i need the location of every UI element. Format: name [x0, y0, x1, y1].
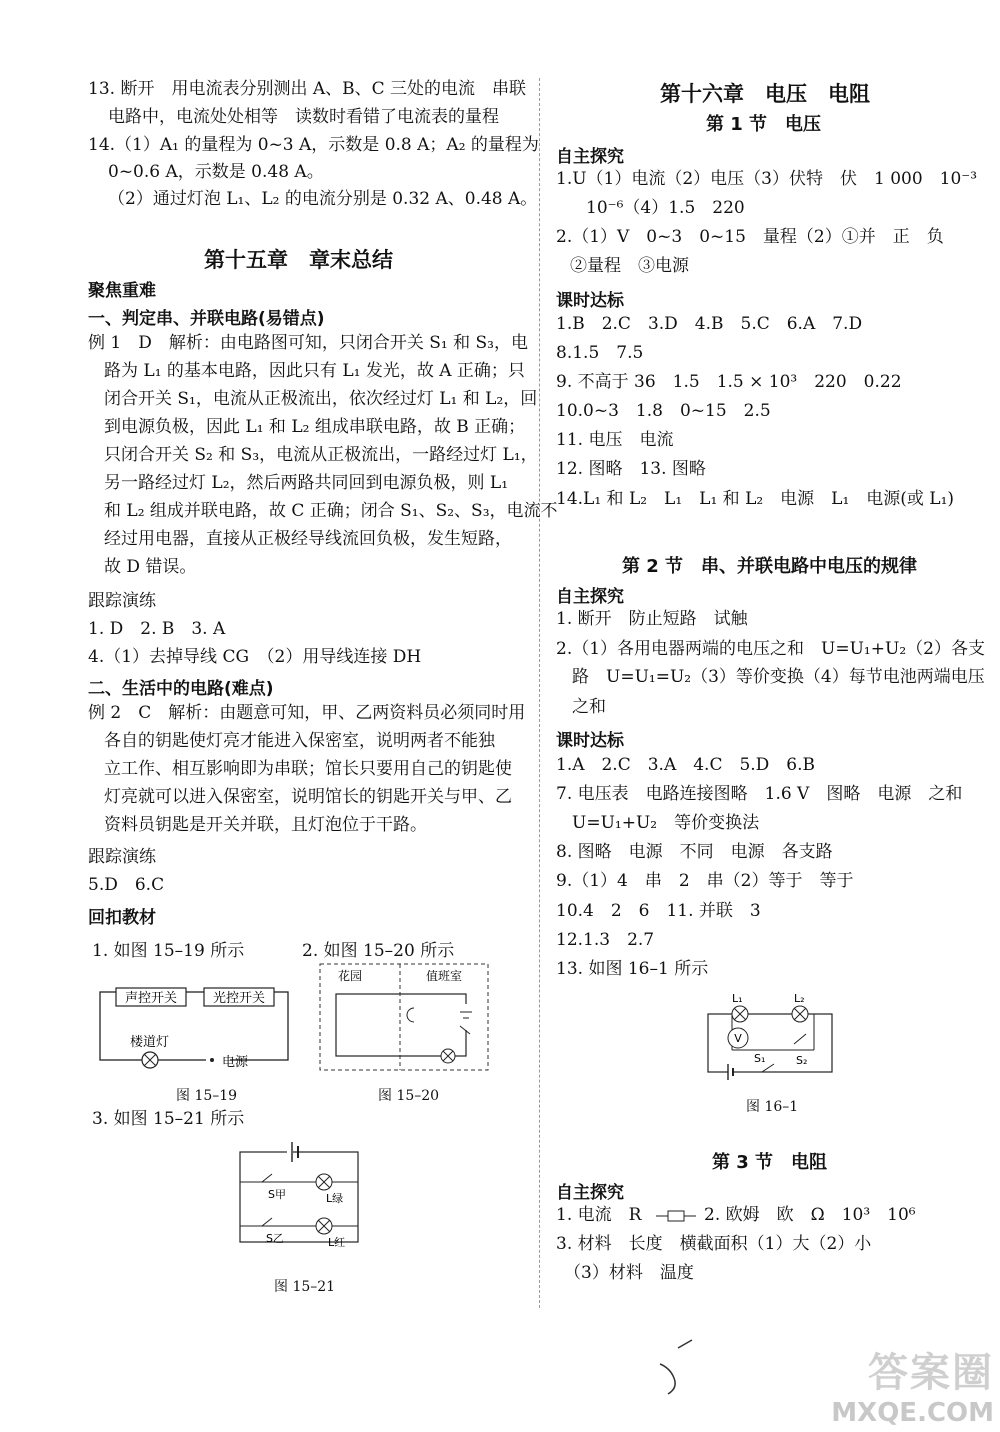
column-divider [539, 78, 540, 1308]
example-2-line: 资料员钥匙是开关并联，且灯泡位于干路。 [104, 815, 427, 835]
s1-answer-1: 1.U（1）电流（2）电压（3）伏特 伏 1 000 10⁻³ [556, 169, 978, 189]
example-1-line: 故 D 错误。 [104, 557, 197, 577]
s1-target-3: 9. 不高于 36 1.5 1.5 × 10³ 220 0.22 [556, 372, 902, 392]
review-1: 1. 如图 15–19 所示 [92, 941, 245, 961]
lamp-green-label: L绿 [326, 1192, 344, 1205]
section-1-title: 第 1 节 电压 [706, 114, 822, 135]
example-2-line: 立工作、相互影响即为串联；馆长只要用自己的钥匙使 [104, 759, 512, 779]
track-1-answer-4: 4.（1）去掉导线 CG （2）用导线连接 DH [88, 647, 422, 667]
track-practice-2: 跟踪演练 [88, 847, 156, 867]
power-label: 电源 [222, 1055, 249, 1070]
switch-a-label: S甲 [268, 1188, 286, 1201]
answer-14-line1: 14.（1）A₁ 的量程为 0~3 A，示数是 0.8 A；A₂ 的量程为 [88, 135, 539, 155]
track-practice-1: 跟踪演练 [88, 591, 156, 611]
example-1-line: 经过用电器，直接从正极经导线流回负极，发生短路， [104, 529, 512, 549]
voltmeter-label: V [734, 1032, 742, 1045]
self-explore-2: 自主探究 [556, 587, 624, 607]
section-2-title: 第 2 节 串、并联电路中电压的规律 [622, 556, 918, 577]
s1-target-7: 14.L₁ 和 L₂ L₁ L₁ 和 L₂ 电源 L₁ 电源(或 L₁) [556, 489, 955, 509]
self-explore-1: 自主探究 [556, 147, 624, 167]
s2-target-7: 13. 如图 16–1 所示 [556, 959, 709, 979]
switch-1-label: S₁ [754, 1052, 766, 1065]
corridor-lamp-label: 楼道灯 [130, 1035, 170, 1050]
figure-15-21-circuit [238, 1140, 368, 1260]
answer-13-line2: 电路中，电流处处相等 读数时看错了电流表的量程 [108, 107, 499, 127]
resistor-icon [656, 1208, 696, 1224]
track-1-answers: 1. D 2. B 3. A [88, 619, 226, 639]
example-1-line: 路为 L₁ 的基本电路，因此只有 L₁ 发光，故 A 正确；只 [104, 361, 525, 381]
s2-target-6: 12.1.3 2.7 [556, 930, 655, 950]
duty-room-label: 值班室 [426, 969, 463, 983]
example-1-line: 另一路经过灯 L₂，然后两路共同回到电源负极，则 L₁ [104, 473, 509, 493]
s2-answer-2b: 路 U=U₁=U₂（3）等价变换（4）每节电池两端电压 [572, 667, 985, 687]
class-target-1: 课时达标 [556, 291, 624, 311]
example-1-line: 例 1 D 解析：由电路图可知，只闭合开关 S₁ 和 S₃，电 [88, 333, 528, 353]
s1-target-4: 10.0~3 1.8 0~15 2.5 [556, 401, 771, 421]
s2-target-1: 1.A 2.C 3.A 4.C 5.D 6.B [556, 755, 816, 775]
section-focus: 聚焦重难 [88, 281, 156, 301]
figure-15-21-caption: 图 15–21 [274, 1279, 336, 1295]
s2-target-3: 8. 图略 电源 不同 电源 各支路 [556, 842, 833, 862]
example-1-line: 只闭合开关 S₂ 和 S₃，电流从正极流出，一路经过灯 L₁， [104, 445, 538, 465]
section-3-title: 第 3 节 电阻 [712, 1152, 828, 1173]
s1-target-6: 12. 图略 13. 图略 [556, 459, 706, 479]
s2-answer-2: 2.（1）各用电器两端的电压之和 U=U₁+U₂（2）各支 [556, 639, 985, 659]
s1-target-2: 8.1.5 7.5 [556, 343, 644, 363]
figure-16-1-circuit [702, 984, 842, 1084]
voice-switch-label: 声控开关 [124, 991, 178, 1006]
review-2: 2. 如图 15–20 所示 [302, 941, 455, 961]
s1-answer-1b: 10⁻⁶（4）1.5 220 [586, 198, 745, 218]
s3-answer-3b: （3）材料 温度 [564, 1263, 694, 1283]
section-1-heading: 一、判定串、并联电路(易错点) [88, 309, 325, 329]
review-3: 3. 如图 15–21 所示 [92, 1109, 245, 1129]
chapter-15-title: 第十五章 章末总结 [204, 248, 393, 272]
watermark [831, 1341, 994, 1428]
pen-mark-icon [650, 1330, 710, 1400]
figure-15-19-caption: 图 15–19 [176, 1088, 238, 1104]
s1-answer-2: 2.（1）V 0~3 0~15 量程（2）①并 正 负 [556, 227, 944, 247]
example-1-line: 和 L₂ 组成并联电路，故 C 正确；闭合 S₁、S₂、S₃，电流不 [104, 501, 558, 521]
s1-answer-2b: ②量程 ③电源 [570, 256, 689, 276]
watermark-logo: 答案圈 [868, 1350, 994, 1396]
answer-14-line2: 0~0.6 A，示数是 0.48 A。 [108, 162, 324, 182]
figure-15-19-circuit [100, 984, 290, 1074]
figure-15-20-circuit [320, 964, 490, 1074]
chapter-16-title: 第十六章 电压 电阻 [660, 82, 870, 106]
lamp-2-label: L₂ [794, 992, 805, 1005]
review-heading: 回扣教材 [88, 908, 156, 928]
s3-answer-2: 2. 欧姆 欧 Ω 10³ 10⁶ [704, 1205, 916, 1225]
example-2-line: 例 2 C 解析：由题意可知，甲、乙两资料员必须同时用 [88, 703, 526, 723]
garden-label: 花园 [338, 969, 363, 983]
light-switch-label: 光控开关 [212, 991, 266, 1006]
answer-14-line3: （2）通过灯泡 L₁、L₂ 的电流分别是 0.32 A、0.48 A。 [108, 189, 538, 209]
s1-target-5: 11. 电压 电流 [556, 430, 674, 450]
watermark-url: MXQE.COM [831, 1398, 994, 1428]
s3-answer-3: 3. 材料 长度 横截面积（1）大（2）小 [556, 1234, 872, 1254]
figure-15-20-caption: 图 15–20 [378, 1088, 440, 1104]
track-2-answers: 5.D 6.C [88, 875, 165, 895]
example-2-line: 各自的钥匙使灯亮才能进入保密室，说明两者不能独 [104, 731, 495, 751]
s2-target-2b: U=U₁+U₂ 等价变换法 [572, 813, 760, 833]
figure-16-1-caption: 图 16–1 [746, 1099, 799, 1115]
s2-target-2: 7. 电压表 电路连接图略 1.6 V 图略 电源 之和 [556, 784, 963, 804]
class-target-2: 课时达标 [556, 731, 624, 751]
s3-answer-1: 1. 电流 R [556, 1205, 642, 1225]
self-explore-3: 自主探究 [556, 1183, 624, 1203]
s2-target-5: 10.4 2 6 11. 并联 3 [556, 901, 761, 921]
s2-answer-1: 1. 断开 防止短路 试触 [556, 609, 748, 629]
example-1-line: 闭合开关 S₁，电流从正极流出，依次经过灯 L₁ 和 L₂，回 [104, 389, 538, 409]
switch-2-label: S₂ [796, 1054, 808, 1067]
switch-b-label: S乙 [266, 1232, 284, 1245]
lamp-1-label: L₁ [732, 992, 743, 1005]
s1-target-1: 1.B 2.C 3.D 4.B 5.C 6.A 7.D [556, 314, 863, 334]
lamp-red-label: L红 [328, 1236, 346, 1249]
s2-answer-2c: 之和 [572, 697, 606, 717]
example-1-line: 到电源负极，因此 L₁ 和 L₂ 组成串联电路，故 B 正确； [104, 417, 526, 437]
answer-13-line1: 13. 断开 用电流表分别测出 A、B、C 三处的电流 串联 [88, 79, 527, 99]
s2-target-4: 9.（1）4 串 2 串（2）等于 等于 [556, 871, 854, 891]
section-2-heading: 二、生活中的电路(难点) [88, 679, 274, 699]
example-2-line: 灯亮就可以进入保密室，说明馆长的钥匙开关与甲、乙 [104, 787, 512, 807]
